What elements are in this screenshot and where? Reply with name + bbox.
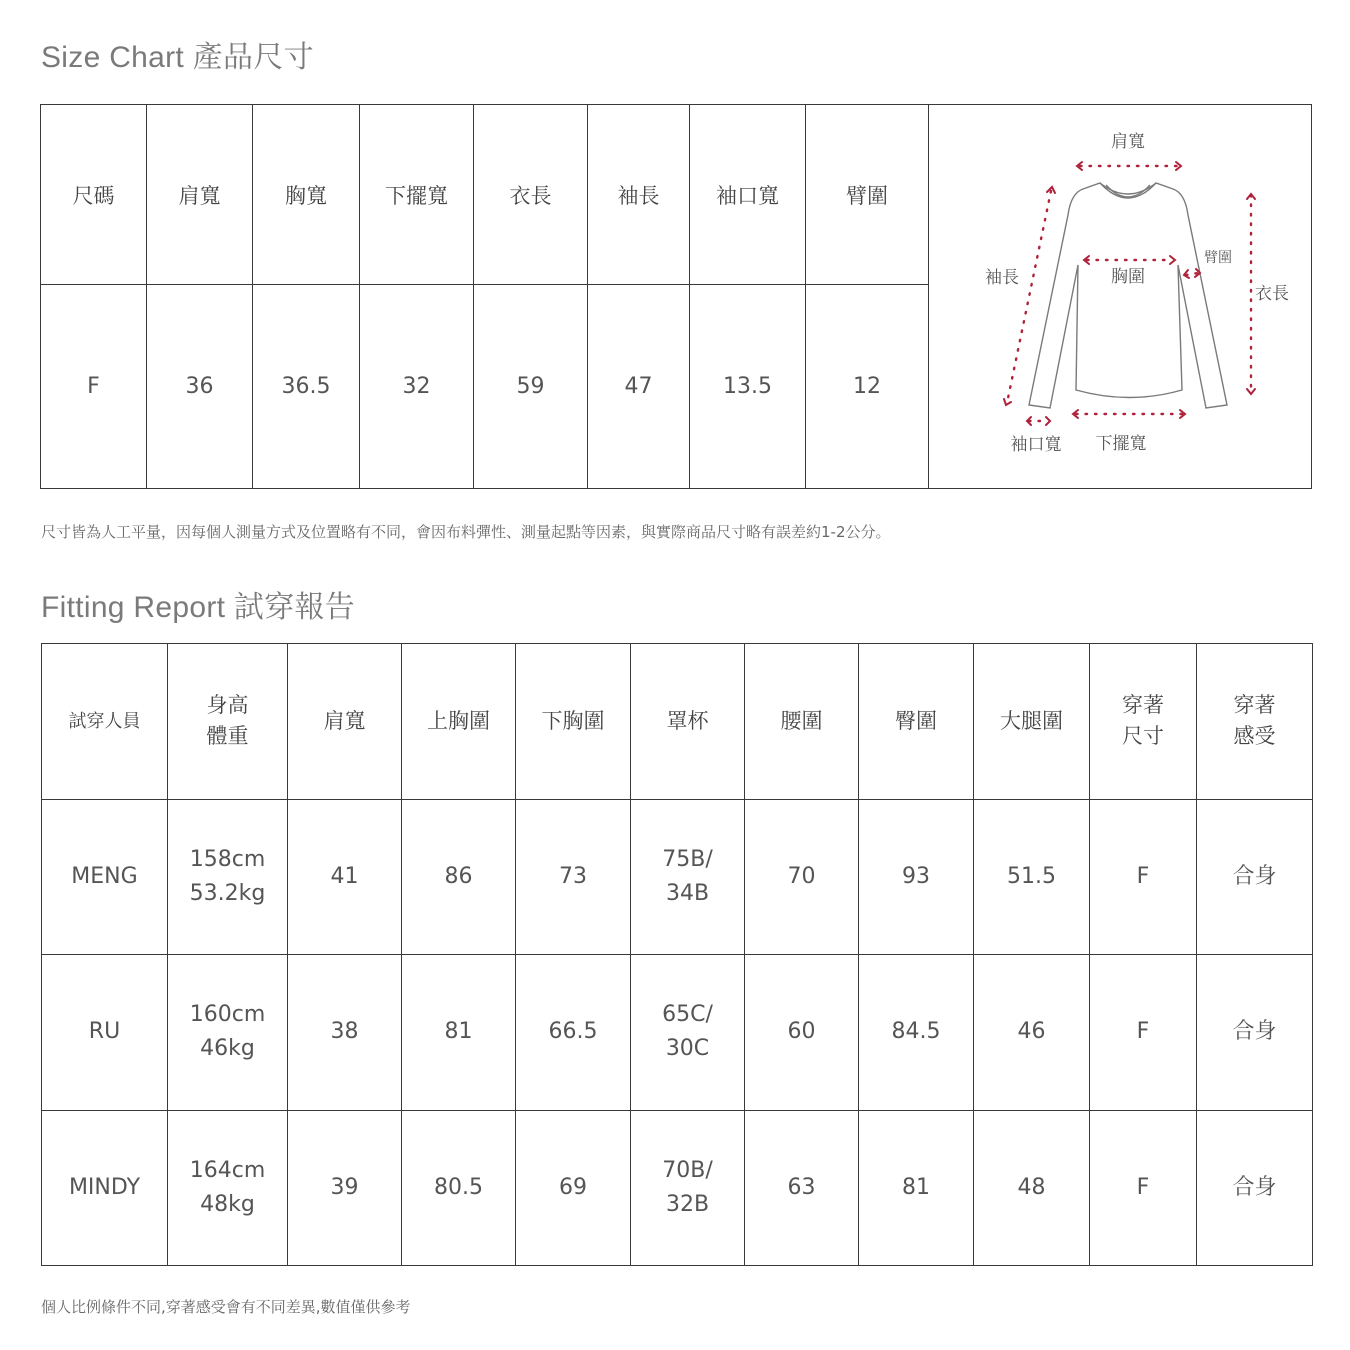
upper-bust-value: 81 bbox=[402, 955, 516, 1111]
upper-bust-value: 80.5 bbox=[402, 1110, 516, 1266]
height-weight: 160cm 46kg bbox=[168, 955, 288, 1111]
size-value-sleeve: 47 bbox=[588, 285, 690, 489]
diagram-label-body-length: 衣長 bbox=[1254, 284, 1289, 304]
upper-bust-value: 86 bbox=[402, 799, 516, 955]
cup-value: 65C/ 30C bbox=[631, 955, 745, 1111]
size-header-cuff: 袖口寬 bbox=[690, 105, 806, 285]
garment-diagram bbox=[930, 105, 1311, 483]
diagram-label-sleeve-length: 袖長 bbox=[984, 268, 1019, 288]
fit-header-thigh: 大腿圍 bbox=[974, 644, 1090, 800]
size-header-sleeve: 袖長 bbox=[588, 105, 690, 285]
fit-header-cup: 罩杯 bbox=[631, 644, 745, 800]
under-bust-value: 69 bbox=[516, 1110, 631, 1266]
diagram-label-shoulder: 肩寬 bbox=[1110, 132, 1145, 152]
fit-header-upper-bust: 上胸圍 bbox=[402, 644, 516, 800]
hip-value: 93 bbox=[859, 799, 974, 955]
size-chart-table bbox=[40, 104, 1312, 489]
measurement-lines bbox=[1007, 166, 1251, 421]
worn-size-value: F bbox=[1090, 955, 1197, 1111]
fitting-report-title: Fitting Report 試穿報告 bbox=[41, 591, 356, 624]
hip-value: 81 bbox=[859, 1110, 974, 1266]
size-header-length: 衣長 bbox=[474, 105, 588, 285]
diagram-label-chest: 胸圍 bbox=[1110, 267, 1145, 287]
size-value-hem: 32 bbox=[360, 285, 474, 489]
fitting-report-note: 個人比例條件不同,穿著感受會有不同差異,數值僅供參考 bbox=[41, 1298, 411, 1316]
worn-size-value: F bbox=[1090, 799, 1197, 955]
shoulder-value: 41 bbox=[288, 799, 402, 955]
tester-name: MENG bbox=[42, 799, 168, 955]
under-bust-value: 73 bbox=[516, 799, 631, 955]
fit-header-tester: 試穿人員 bbox=[42, 644, 168, 800]
diagram-label-cuff: 袖口寬 bbox=[1010, 435, 1061, 455]
fit-header-hip: 臀圍 bbox=[859, 644, 974, 800]
tester-name: MINDY bbox=[42, 1110, 168, 1266]
thigh-value: 51.5 bbox=[974, 799, 1090, 955]
feel-value: 合身 bbox=[1197, 955, 1313, 1111]
worn-size-value: F bbox=[1090, 1110, 1197, 1266]
garment-diagram-cell bbox=[929, 105, 1312, 489]
size-value-chest: 36.5 bbox=[253, 285, 360, 489]
table-row bbox=[42, 799, 1313, 955]
thigh-value: 48 bbox=[974, 1110, 1090, 1266]
waist-value: 70 bbox=[745, 799, 859, 955]
hip-value: 84.5 bbox=[859, 955, 974, 1111]
fit-header-under-bust: 下胸圍 bbox=[516, 644, 631, 800]
height-weight: 158cm 53.2kg bbox=[168, 799, 288, 955]
size-chart-note: 尺寸皆為人工平量，因每個人測量方式及位置略有不同，會因布料彈性、測量起點等因素，與實際商品尺寸略有誤差約1-2公分。 bbox=[41, 523, 891, 541]
fit-header-feel: 穿著 感受 bbox=[1197, 644, 1313, 800]
table-row bbox=[42, 1110, 1313, 1266]
size-header-shoulder: 肩寬 bbox=[147, 105, 253, 285]
tshirt-outline-icon bbox=[1029, 183, 1227, 408]
size-value-arm: 12 bbox=[806, 285, 929, 489]
size-header-hem: 下擺寬 bbox=[360, 105, 474, 285]
size-header-size: 尺碼 bbox=[41, 105, 147, 285]
shoulder-value: 38 bbox=[288, 955, 402, 1111]
measurement-arrows bbox=[1004, 162, 1255, 425]
size-chart-title: Size Chart 產品尺寸 bbox=[41, 41, 314, 74]
size-value-shoulder: 36 bbox=[147, 285, 253, 489]
feel-value: 合身 bbox=[1197, 799, 1313, 955]
cup-value: 75B/ 34B bbox=[631, 799, 745, 955]
fit-header-waist: 腰圍 bbox=[745, 644, 859, 800]
cup-value: 70B/ 32B bbox=[631, 1110, 745, 1266]
fitting-report-table bbox=[41, 643, 1313, 1266]
thigh-value: 46 bbox=[974, 955, 1090, 1111]
size-header-arm: 臂圍 bbox=[806, 105, 929, 285]
waist-value: 63 bbox=[745, 1110, 859, 1266]
size-header-chest: 胸寬 bbox=[253, 105, 360, 285]
size-value-size: F bbox=[41, 285, 147, 489]
waist-value: 60 bbox=[745, 955, 859, 1111]
under-bust-value: 66.5 bbox=[516, 955, 631, 1111]
tester-name: RU bbox=[42, 955, 168, 1111]
diagram-label-arm: 臂圍 bbox=[1203, 250, 1232, 266]
size-value-cuff: 13.5 bbox=[690, 285, 806, 489]
table-row bbox=[42, 955, 1313, 1111]
diagram-label-hem: 下擺寬 bbox=[1095, 434, 1146, 454]
fit-header-worn-size: 穿著 尺寸 bbox=[1090, 644, 1197, 800]
size-value-length: 59 bbox=[474, 285, 588, 489]
height-weight: 164cm 48kg bbox=[168, 1110, 288, 1266]
feel-value: 合身 bbox=[1197, 1110, 1313, 1266]
fit-header-height-weight: 身高 體重 bbox=[168, 644, 288, 800]
shoulder-value: 39 bbox=[288, 1110, 402, 1266]
fit-header-shoulder: 肩寬 bbox=[288, 644, 402, 800]
